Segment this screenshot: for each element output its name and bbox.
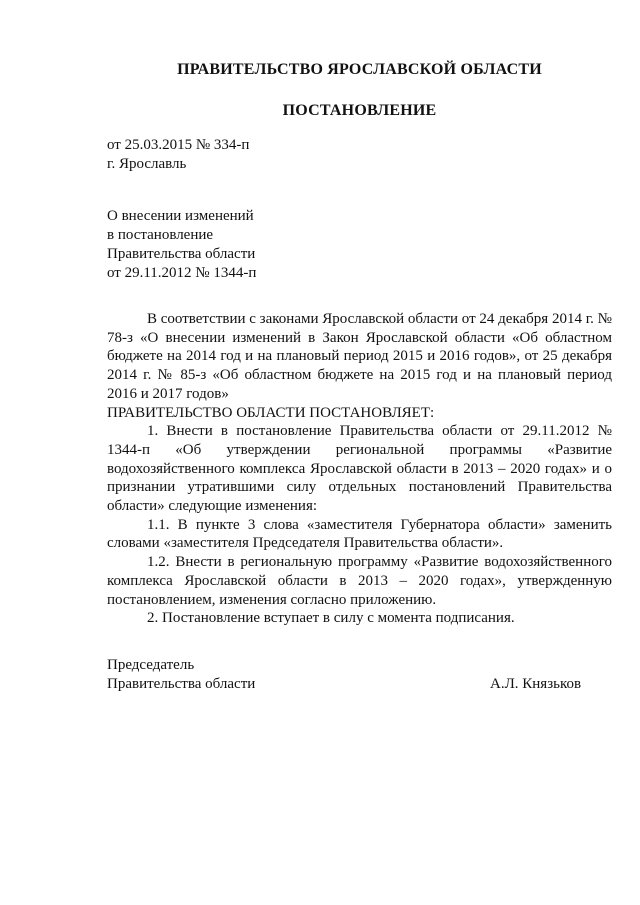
subject-line: Правительства области: [107, 246, 256, 262]
item-2: 2. Постановление вступает в силу с момента подписания.: [147, 610, 515, 627]
signatory-name: А.Л. Князьков: [490, 676, 582, 692]
subject-line: О внесении изменений: [107, 208, 254, 224]
city: г. Ярославль: [107, 156, 187, 172]
subject-line: от 29.11.2012 № 1344-п: [107, 265, 257, 281]
document-meta: [107, 136, 249, 174]
position-line: Председатель: [107, 657, 195, 673]
government-title: ПРАВИТЕЛЬСТВО ЯРОСЛАВСКОЙ ОБЛАСТИ: [177, 61, 542, 78]
item-1: 1. Внести в постановление Правительства области от 29.11.2012 № 1344-п «Об утверждении региональной программы «Развитие водохозяйственного комплекса Ярославской области в 2013 – 2020 годах» и о признании утратившими силу отдельных постановлений Правительства области» следующие изменения:: [107, 423, 612, 515]
signatory-position: [107, 656, 255, 694]
document-type-title: ПОСТАНОВЛЕНИЕ: [282, 102, 437, 119]
item-1-2: 1.2. Внести в региональную программу «Развитие водохозяйственного комплекса Ярославской области в 2013 – 2020 годах», утвержденную постановлением, изменения согласно приложению.: [107, 554, 612, 608]
subject-block: [107, 207, 256, 283]
document-body: [107, 310, 612, 628]
preamble-paragraph: В соответствии с законами Ярославской области от 24 декабря 2014 г. № 78-з «О внесении изменений в Закон Ярославской области «Об областном бюджете на 2014 год и на плановый период 2015 и 2016 годов», от 25 декабря 2014 г. № 85-з «Об областном бюджете на 2015 год и на плановый период 2016 и 2017 годов»: [107, 311, 612, 402]
subject-line: в постановление: [107, 227, 214, 243]
resolves-heading: ПРАВИТЕЛЬСТВО ОБЛАСТИ ПОСТАНОВЛЯЕТ:: [107, 404, 435, 421]
date-number: от 25.03.2015 № 334-п: [107, 137, 250, 153]
position-line: Правительства области: [107, 676, 256, 692]
item-1-1: 1.1. В пункте 3 слова «заместителя Губернатора области» заменить словами «заместителя Председателя Правительства области».: [107, 516, 612, 552]
